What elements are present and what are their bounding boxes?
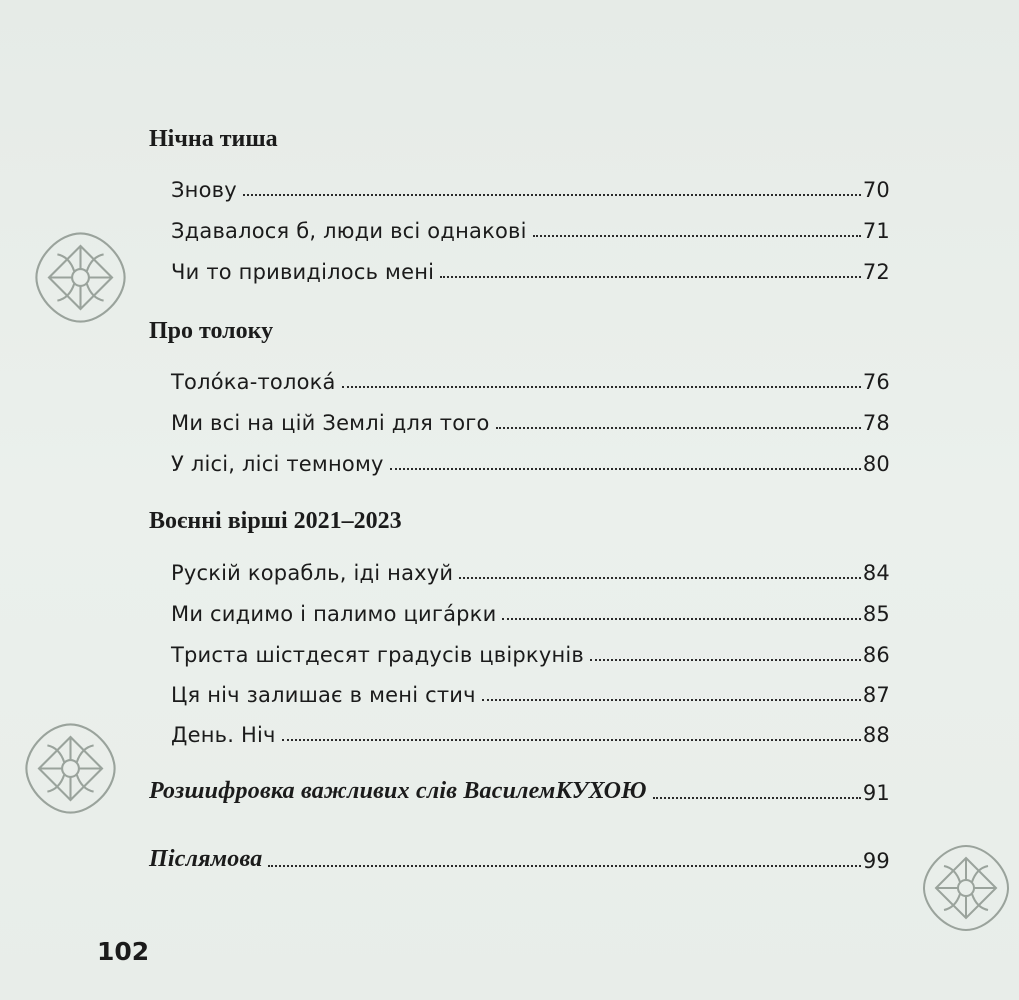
toc-entry[interactable] (171, 213, 890, 243)
toc-entry-label: Ця ніч залишає в мені стич (171, 683, 476, 707)
toc-entry-label: Рускій корабль, іді нахуй (171, 561, 454, 585)
toc-entry[interactable] (171, 364, 890, 394)
toc-entry[interactable] (171, 405, 890, 435)
dot-leader (282, 739, 861, 741)
toc-entry[interactable] (171, 446, 890, 476)
dot-leader (390, 468, 861, 470)
section-title-night-silence: Нічна тиша (149, 126, 278, 152)
dot-leader (243, 194, 861, 196)
toc-entry-page: 87 (862, 683, 890, 707)
toc-entry-page: 86 (862, 643, 890, 667)
toc-entry-page: 85 (862, 602, 890, 626)
toc-entry-page: 76 (862, 370, 890, 394)
dot-leader (440, 276, 861, 278)
toc-entry-page: 91 (862, 781, 890, 805)
toc-entry[interactable] (171, 596, 890, 626)
toc-entry[interactable] (171, 254, 890, 284)
toc-entry-label: Післямова (149, 846, 263, 872)
toc-entry-page: 80 (862, 452, 890, 476)
section-title-war-poems: Воєнні вірші 2021–2023 (149, 508, 402, 534)
toc-entry-page: 72 (862, 260, 890, 284)
toc-entry-page: 78 (862, 411, 890, 435)
toc-entry[interactable] (171, 717, 890, 747)
toc-entry-label: Розшифровка важливих слів ВасилемКУХОЮ (149, 778, 647, 804)
toc-entry[interactable] (171, 637, 890, 667)
dot-leader (590, 659, 861, 661)
toc-entry-label: Триста шістдесят градусів цвіркунів (171, 643, 584, 667)
toc-entry-label: Толóка-толокá (171, 370, 336, 394)
toc-entry-label: Здавалося б, люди всі однакові (171, 219, 527, 243)
ornament-left-top (28, 225, 133, 330)
toc-entry-label: День. Ніч (171, 723, 276, 747)
dot-leader (342, 386, 861, 388)
toc-entry[interactable] (171, 677, 890, 707)
ornament-left-bottom (18, 716, 123, 821)
toc-entry-label: У лісі, лісі темному (171, 452, 384, 476)
toc-entry-decoding[interactable] (149, 775, 890, 805)
toc-entry-page: 71 (862, 219, 890, 243)
dot-leader (502, 618, 860, 620)
toc-entry-label: Знову (171, 178, 237, 202)
ornament-right-bottom (916, 838, 1016, 938)
dot-leader (653, 797, 861, 799)
toc-entry-page: 70 (862, 178, 890, 202)
dot-leader (268, 865, 860, 867)
toc-entry-page: 99 (862, 849, 890, 873)
toc-entry-page: 88 (862, 723, 890, 747)
toc-entry-afterword[interactable] (149, 843, 890, 873)
toc-entry-label: Ми сидимо і палимо цигáрки (171, 602, 497, 626)
toc-entry[interactable] (171, 172, 890, 202)
toc-entry-label: Чи то привиділось мені (171, 260, 435, 284)
dot-leader (482, 699, 861, 701)
dot-leader (459, 577, 861, 579)
toc-entry-page: 84 (862, 561, 890, 585)
dot-leader (496, 427, 861, 429)
toc-entry-label: Ми всі на цій Землі для того (171, 411, 490, 435)
section-title-toloka: Про толоку (149, 318, 274, 344)
toc-entry[interactable] (171, 555, 890, 585)
page-number: 102 (97, 937, 150, 966)
dot-leader (533, 235, 861, 237)
